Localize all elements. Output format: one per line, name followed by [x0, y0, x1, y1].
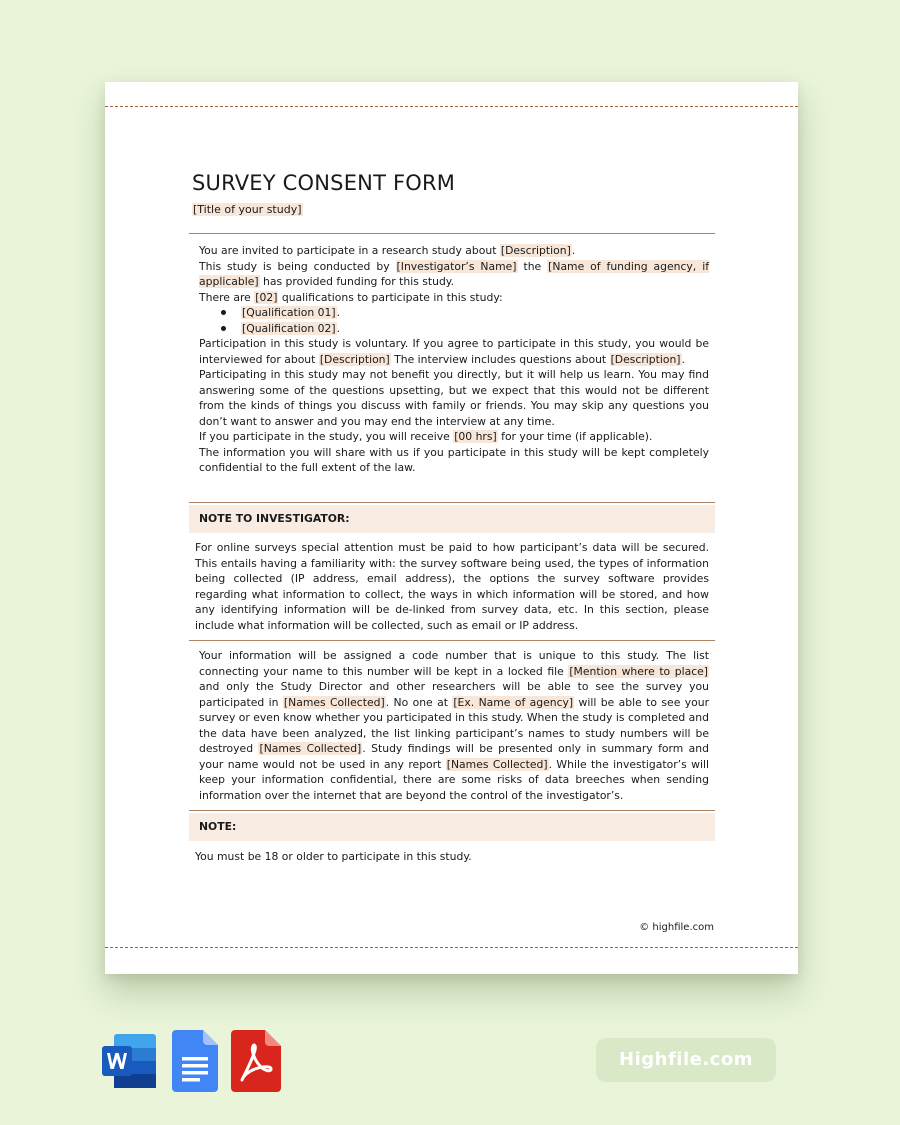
note-investigator-heading: NOTE TO INVESTIGATOR:: [189, 505, 715, 533]
copyright-text: © highfile.com: [639, 922, 714, 933]
intro-section: [199, 243, 709, 476]
brand-badge[interactable]: Highfile.com: [596, 1038, 776, 1082]
divider: [189, 810, 715, 811]
pdf-icon[interactable]: [231, 1030, 281, 1096]
info-paragraph: Your information will be assigned a code number that is unique to this study. The list connecting your name to this number will be kept in a locked file [Mention where to place] and only the Study Director and other researchers will be able to see the survey you participated in [Names Collected]. No one at [Ex. Name of agency] will be able to see your survey or even know whether you participated in this study. When the study is completed and the data have been analyzed, the list linking participant’s names to study numbers will be destroyed [Names Collected]. Study findings will be presented only in summary form and your name would not be used in any report [Names Collected]. While the investigator’s will keep your information confidential, there are some risks of data breeches when sending information over the internet that are beyond the control of the investigator’s.: [199, 649, 710, 802]
intro-line: This study is being conducted by [Investigator’s Name] the [Name of funding agency, if applicable] has provided funding for this study.: [199, 259, 709, 288]
divider: [189, 502, 715, 503]
note-heading: NOTE:: [189, 813, 715, 841]
note-investigator-body: For online surveys special attention must be paid to how participant’s data will be secured. This entails having a familiarity with: the survey software being used, the types of information being collected (IP address, email address), the options the survey software provides regarding what information to collect, the ways in which information will be stored, and how any identifying information will be de-linked from survey data, etc. In this section, please include what information will be collected, such as email or IP address.: [195, 541, 709, 632]
divider: [189, 640, 715, 641]
qualification-list: [199, 305, 709, 336]
intro-line: There are [02] qualifications to participate in this study:: [199, 290, 503, 304]
word-icon[interactable]: [100, 1032, 158, 1094]
document-page: [105, 82, 798, 974]
document-title: SURVEY CONSENT FORM: [192, 171, 456, 195]
intro-paragraph: Participation in this study is voluntary. If you agree to participate in this study, you would be interviewed for about [Description] The interview includes questions about [Description].: [199, 337, 709, 366]
google-docs-icon[interactable]: [172, 1030, 218, 1096]
divider: [189, 233, 715, 234]
bottom-dashed-border: [105, 947, 798, 948]
intro-paragraph: Participating in this study may not benefit you directly, but it will help us learn. You may find answering some of the questions upsetting, but we expect that this would not be different from the kinds of things you discuss with family or friends. You may skip any questions you don’t want to answer and you may end the interview at any time.: [199, 368, 709, 428]
document-subtitle: [192, 203, 303, 216]
list-item: [Qualification 02].: [217, 321, 709, 337]
list-item: [Qualification 01].: [217, 305, 709, 321]
note-body: You must be 18 or older to participate in this study.: [195, 850, 472, 863]
intro-paragraph: The information you will share with us if you participate in this study will be kept completely confidential to the full extent of the law.: [199, 445, 709, 474]
info-section: [199, 648, 709, 803]
top-dashed-border: [105, 106, 798, 107]
intro-paragraph: If you participate in the study, you will receive [00 hrs] for your time (if applicable).: [199, 430, 653, 443]
subtitle-placeholder: [Title of your study]: [193, 203, 302, 216]
intro-line: You are invited to participate in a research study about [Description].: [199, 244, 576, 257]
